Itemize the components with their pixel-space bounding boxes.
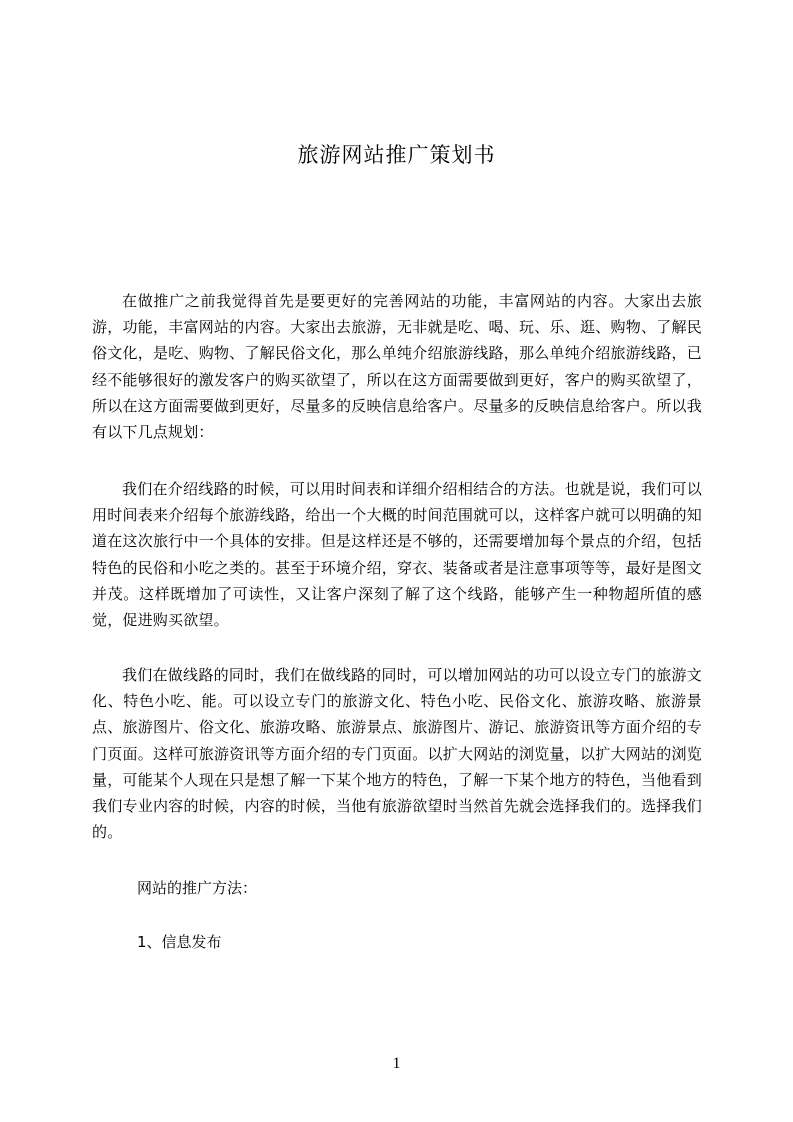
body-paragraph-1: 在做推广之前我觉得首先是要更好的完善网站的功能，丰富网站的内容。大家出去旅游，功能，丰富网站的内容。大家出去旅游，无非就是吃、喝、玩、乐、逛、购物、了解民俗文化，是吃、购物、了解民俗文化，那么单纯介绍旅游线路，那么单纯介绍旅游线路，已经不能够很好的激发客户的购买欲望了，所以在这方面需要做到更好，客户的购买欲望了，所以在这方面需要做到更好，尽量多的反映信息给客户。尽量多的反映信息给客户。所以我有以下几点规划： <box>92 292 702 442</box>
body-paragraph-2: 我们在介绍线路的时候，可以用时间表和详细介绍相结合的方法。也就是说，我们可以用时间表来介绍每个旅游线路，给出一个大概的时间范围就可以，这样客户就可以明确的知道在这次旅行中一个具体的安排。但是这样还是不够的，还需要增加每个景点的介绍，包括特色的民俗和小吃之类的。甚至于环境介绍，穿衣、装备或者是注意事项等等，最好是图文并茂。这样既增加了可读性，又让客户深刻了解了这个线路，能够产生一种物超所值的感觉，促进购买欲望。 <box>92 480 702 630</box>
page-number: 1 <box>392 1055 401 1072</box>
document-title: 旅游网站推广策划书 <box>297 143 496 167</box>
list-item: 1、信息发布 <box>137 933 222 951</box>
body-paragraph-3: 我们在做线路的同时，我们在做线路的同时，可以增加网站的功可以设立专门的旅游文化、特色小吃、能。可以设立专门的旅游文化、特色小吃、民俗文化、旅游攻略、旅游景点、旅游图片、俗文化、旅游攻略、旅游景点、旅游图片、游记、旅游资讯等方面介绍的专门页面。这样可旅游资讯等方面介绍的专门页面。以扩大网站的浏览量，以扩大网站的浏览量，可能某个人现在只是想了解一下某个地方的特色，了解一下某个地方的特色，当他看到我们专业内容的时候，内容的时候，当他有旅游欲望时当然首先就会选择我们的。选择我们的。 <box>92 666 702 842</box>
section-heading: 网站的推广方法： <box>137 879 258 897</box>
